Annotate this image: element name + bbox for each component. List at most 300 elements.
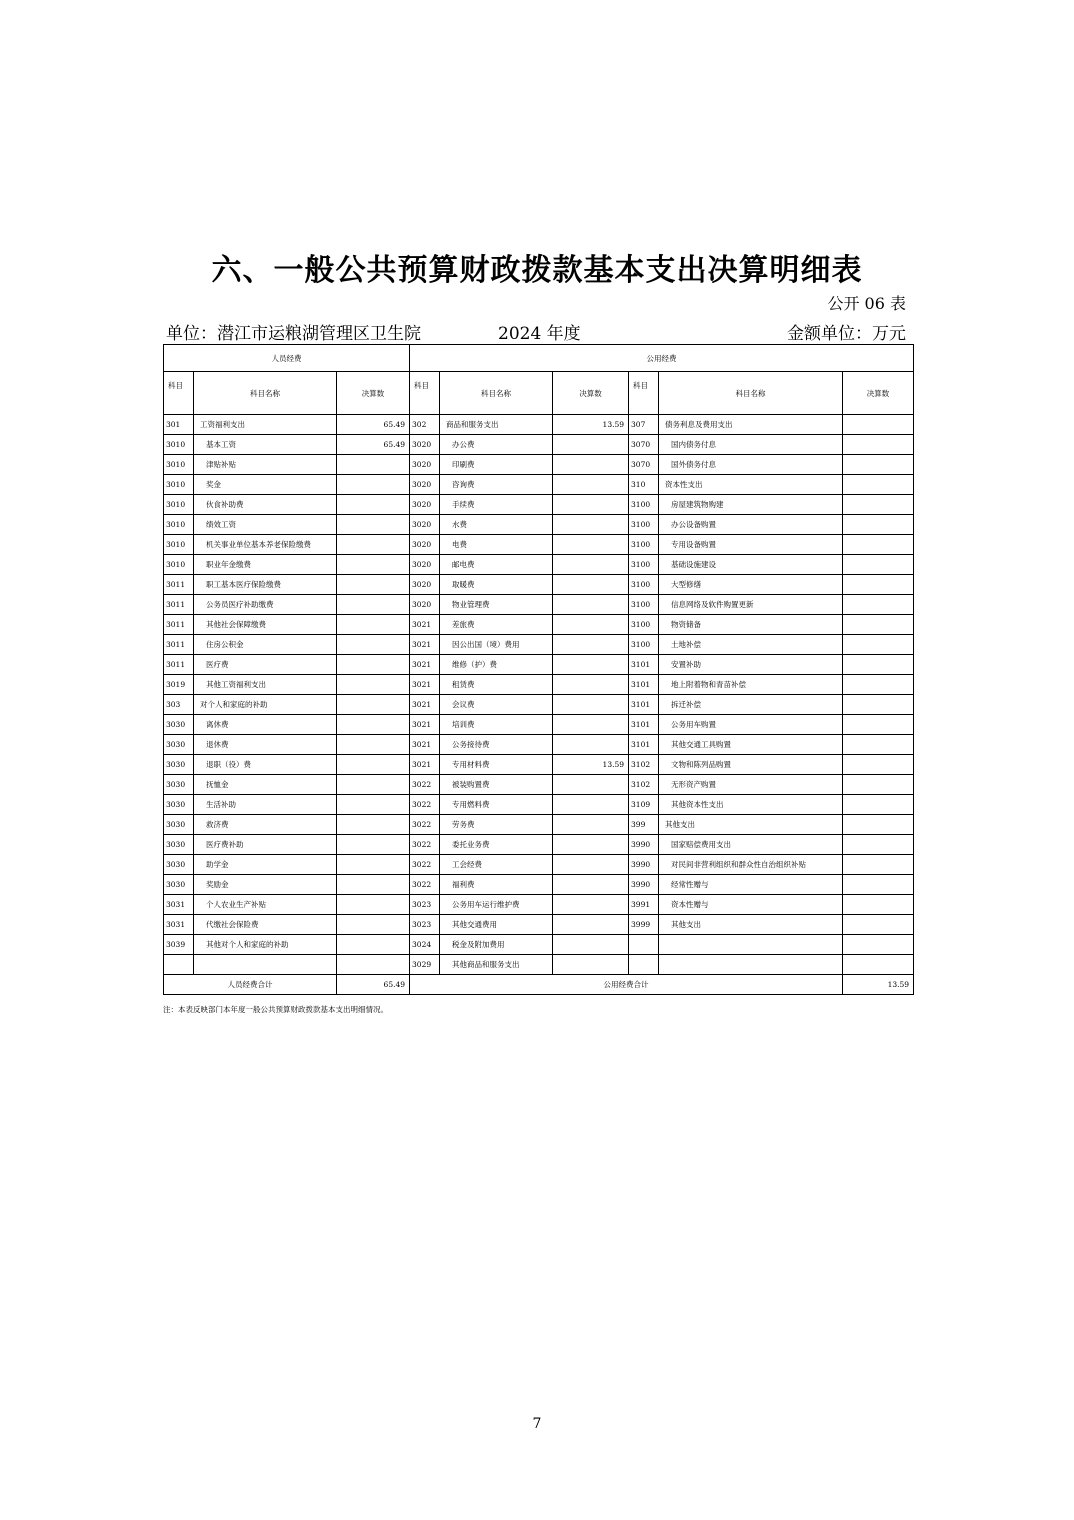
subject-name: 其他交通费用 (440, 915, 553, 935)
subject-name: 债务利息及费用支出 (659, 415, 843, 435)
amount-value (553, 675, 629, 695)
subject-code: 301 (164, 415, 194, 435)
subject-name: 资本性赠与 (659, 895, 843, 915)
subject-code: 3021 (410, 655, 440, 675)
subject-code: 3022 (410, 795, 440, 815)
subject-name: 培训费 (440, 715, 553, 735)
subject-name: 电费 (440, 535, 553, 555)
amount-value (553, 455, 629, 475)
subject-code: 3011 (164, 595, 194, 615)
subject-code: 3101 (629, 695, 659, 715)
subject-name: 公务用车购置 (659, 715, 843, 735)
subject-code: 3100 (629, 515, 659, 535)
subject-code: 3021 (410, 755, 440, 775)
amount-value (553, 435, 629, 455)
table-row (164, 715, 914, 735)
subject-name: 公务员医疗补助缴费 (194, 595, 337, 615)
personnel-header: 人员经费 (164, 345, 410, 372)
subject-code: 3021 (410, 675, 440, 695)
table-row (164, 815, 914, 835)
amount-value (337, 935, 410, 955)
subject-code: 3030 (164, 775, 194, 795)
subject-name: 津贴补贴 (194, 455, 337, 475)
amount-value (843, 455, 914, 475)
page-title: 六、一般公共预算财政拨款基本支出决算明细表 (211, 253, 863, 288)
amount-value (553, 535, 629, 555)
table-row (164, 515, 914, 535)
amount-value (553, 555, 629, 575)
amount-value (843, 535, 914, 555)
amount-value (553, 475, 629, 495)
amount-value (553, 695, 629, 715)
subject-name: 无形资产购置 (659, 775, 843, 795)
subject-name: 专用燃料费 (440, 795, 553, 815)
amount-value (337, 775, 410, 795)
amount-value (553, 915, 629, 935)
name-header: 科目名称 (659, 372, 843, 415)
amount-value (337, 915, 410, 935)
subject-name: 伙食补助费 (194, 495, 337, 515)
amount-value (553, 855, 629, 875)
amount-value (843, 755, 914, 775)
subject-code: 3990 (629, 875, 659, 895)
amount-value (337, 555, 410, 575)
table-row (164, 735, 914, 755)
amount-value (337, 715, 410, 735)
subject-name: 基础设施建设 (659, 555, 843, 575)
amount-value (337, 675, 410, 695)
subject-name: 其他支出 (659, 815, 843, 835)
personnel-total-value: 65.49 (337, 975, 410, 995)
subject-name: 专用材料费 (440, 755, 553, 775)
page-number: 7 (532, 1416, 542, 1432)
amount-value (337, 735, 410, 755)
subject-code: 3010 (164, 475, 194, 495)
amount-value (843, 795, 914, 815)
subject-code (629, 955, 659, 975)
amount-value (843, 615, 914, 635)
amount-value (553, 735, 629, 755)
subject-name: 会议费 (440, 695, 553, 715)
amount-value (843, 895, 914, 915)
subject-code: 3031 (164, 915, 194, 935)
amount-value (337, 455, 410, 475)
table-row (164, 915, 914, 935)
subject-code: 3022 (410, 835, 440, 855)
subject-code: 3024 (410, 935, 440, 955)
table-row (164, 655, 914, 675)
subject-name: 资本性支出 (659, 475, 843, 495)
subject-code: 3010 (164, 495, 194, 515)
subject-code: 3019 (164, 675, 194, 695)
subject-name: 其他交通工具购置 (659, 735, 843, 755)
subject-code: 3021 (410, 715, 440, 735)
subject-name: 福利费 (440, 875, 553, 895)
subject-name: 离休费 (194, 715, 337, 735)
subject-name: 生活补助 (194, 795, 337, 815)
subject-code (629, 935, 659, 955)
table-row (164, 935, 914, 955)
amount-value (553, 935, 629, 955)
subject-name: 咨询费 (440, 475, 553, 495)
subject-code: 3010 (164, 455, 194, 475)
subject-name: 印刷费 (440, 455, 553, 475)
amount-value: 13.59 (553, 415, 629, 435)
subject-name (194, 955, 337, 975)
subject-code: 3020 (410, 475, 440, 495)
subject-code: 3010 (164, 435, 194, 455)
subject-code: 3011 (164, 655, 194, 675)
subject-code: 3020 (410, 535, 440, 555)
amount-value (843, 415, 914, 435)
subject-code: 3029 (410, 955, 440, 975)
subject-name: 医疗费 (194, 655, 337, 675)
subject-code: 3020 (410, 555, 440, 575)
subject-name: 差旅费 (440, 615, 553, 635)
amount-value (553, 495, 629, 515)
amount-value (843, 815, 914, 835)
subject-code: 3011 (164, 575, 194, 595)
subject-code (164, 955, 194, 975)
subject-code: 3011 (164, 615, 194, 635)
subject-code: 3101 (629, 735, 659, 755)
subject-name: 物资储备 (659, 615, 843, 635)
subject-name: 公务用车运行维护费 (440, 895, 553, 915)
subject-name: 劳务费 (440, 815, 553, 835)
subject-name: 机关事业单位基本养老保险缴费 (194, 535, 337, 555)
amount-value (553, 635, 629, 655)
subject-name: 被装购置费 (440, 775, 553, 795)
unit-name: 单位：潜江市运粮湖管理区卫生院 (166, 324, 421, 344)
amount-value: 13.59 (553, 755, 629, 775)
subject-code: 3070 (629, 455, 659, 475)
table-row (164, 695, 914, 715)
amount-value (337, 955, 410, 975)
amount-value (337, 855, 410, 875)
subject-name (659, 935, 843, 955)
public-total-label: 公用经费合计 (410, 975, 843, 995)
subject-code: 307 (629, 415, 659, 435)
subject-name: 其他工资福利支出 (194, 675, 337, 695)
amount-value (843, 915, 914, 935)
subject-name: 其他支出 (659, 915, 843, 935)
subject-name: 其他商品和服务支出 (440, 955, 553, 975)
amount-value (553, 895, 629, 915)
subject-code: 3010 (164, 555, 194, 575)
subject-name: 助学金 (194, 855, 337, 875)
subject-code: 3020 (410, 455, 440, 475)
subject-name: 办公设备购置 (659, 515, 843, 535)
amount-value (337, 795, 410, 815)
subject-code: 3020 (410, 435, 440, 455)
amount-value (843, 715, 914, 735)
table-row (164, 475, 914, 495)
amount-value (843, 855, 914, 875)
subject-name: 退休费 (194, 735, 337, 755)
name-header: 科目名称 (440, 372, 553, 415)
subject-name: 代缴社会保险费 (194, 915, 337, 935)
code-header: 科目 (410, 372, 440, 415)
fiscal-year: 2024 年度 (498, 324, 581, 344)
subject-name: 职业年金缴费 (194, 555, 337, 575)
amount-value (843, 955, 914, 975)
amount-header: 决算数 (337, 372, 410, 415)
subject-code: 3100 (629, 595, 659, 615)
amount-value (337, 755, 410, 775)
amount-value (843, 835, 914, 855)
amount-value: 65.49 (337, 435, 410, 455)
amount-value: 65.49 (337, 415, 410, 435)
table-row (164, 775, 914, 795)
subject-code: 3030 (164, 795, 194, 815)
amount-value (337, 815, 410, 835)
subject-code: 3021 (410, 735, 440, 755)
subject-code: 3101 (629, 675, 659, 695)
amount-value (553, 775, 629, 795)
amount-value (553, 655, 629, 675)
amount-value (553, 595, 629, 615)
subject-code: 3030 (164, 715, 194, 735)
subject-code: 3991 (629, 895, 659, 915)
subject-code: 302 (410, 415, 440, 435)
subject-name: 因公出国（境）费用 (440, 635, 553, 655)
subject-code: 3999 (629, 915, 659, 935)
subject-code: 3020 (410, 495, 440, 515)
subject-code: 3010 (164, 515, 194, 535)
amount-value (843, 595, 914, 615)
subject-name: 对个人和家庭的补助 (194, 695, 337, 715)
amount-header: 决算数 (843, 372, 914, 415)
amount-value (337, 515, 410, 535)
subject-code: 3030 (164, 815, 194, 835)
subject-name: 商品和服务支出 (440, 415, 553, 435)
amount-value (337, 635, 410, 655)
table-row (164, 855, 914, 875)
code-header: 科目 (164, 372, 194, 415)
subject-name: 住房公积金 (194, 635, 337, 655)
table-row (164, 535, 914, 555)
table-code: 公开 06 表 (827, 294, 906, 313)
subject-code: 3990 (629, 835, 659, 855)
amount-value (843, 735, 914, 755)
table-row (164, 835, 914, 855)
subject-name: 抚恤金 (194, 775, 337, 795)
subject-name: 税金及附加费用 (440, 935, 553, 955)
subject-code: 3030 (164, 755, 194, 775)
subject-code: 303 (164, 695, 194, 715)
subject-code: 3022 (410, 875, 440, 895)
amount-value (337, 655, 410, 675)
subject-code: 399 (629, 815, 659, 835)
subject-code: 3100 (629, 555, 659, 575)
subject-code: 3102 (629, 755, 659, 775)
public-header: 公用经费 (410, 345, 914, 372)
subject-name: 信息网络及软件购置更新 (659, 595, 843, 615)
table-row (164, 575, 914, 595)
subject-name (659, 955, 843, 975)
money-unit: 金额单位：万元 (787, 324, 906, 344)
subject-code: 3100 (629, 535, 659, 555)
subject-name: 文物和陈列品购置 (659, 755, 843, 775)
subject-code: 3030 (164, 855, 194, 875)
subject-name: 奖金 (194, 475, 337, 495)
amount-value (553, 715, 629, 735)
table-row (164, 595, 914, 615)
subject-name: 国内债务付息 (659, 435, 843, 455)
subject-code: 3020 (410, 595, 440, 615)
amount-value (843, 495, 914, 515)
subject-code: 3020 (410, 515, 440, 535)
subject-name: 手续费 (440, 495, 553, 515)
amount-value (337, 695, 410, 715)
subject-name: 国家赔偿费用支出 (659, 835, 843, 855)
subject-code: 3020 (410, 575, 440, 595)
subject-name: 租赁费 (440, 675, 553, 695)
amount-value (843, 655, 914, 675)
expenditure-table (163, 344, 914, 995)
subject-code: 3109 (629, 795, 659, 815)
subject-code: 3030 (164, 735, 194, 755)
table-row (164, 555, 914, 575)
subject-name: 对民间非营利组织和群众性自治组织补贴 (659, 855, 843, 875)
subject-code: 3100 (629, 635, 659, 655)
table-row (164, 795, 914, 815)
subject-code: 3990 (629, 855, 659, 875)
subject-name: 地上附着物和青苗补偿 (659, 675, 843, 695)
name-header: 科目名称 (194, 372, 337, 415)
personnel-total-label: 人员经费合计 (164, 975, 337, 995)
amount-value (843, 775, 914, 795)
subject-name: 职工基本医疗保险缴费 (194, 575, 337, 595)
subject-code: 3102 (629, 775, 659, 795)
amount-value (553, 575, 629, 595)
subject-name: 委托业务费 (440, 835, 553, 855)
subject-code: 3022 (410, 775, 440, 795)
public-total-value: 13.59 (843, 975, 914, 995)
amount-value (337, 575, 410, 595)
amount-header: 决算数 (553, 372, 629, 415)
subject-name: 工会经费 (440, 855, 553, 875)
subject-name: 医疗费补助 (194, 835, 337, 855)
amount-value (553, 515, 629, 535)
subject-name: 个人农业生产补贴 (194, 895, 337, 915)
table-row (164, 755, 914, 775)
subject-name: 邮电费 (440, 555, 553, 575)
amount-value (843, 935, 914, 955)
subject-name: 基本工资 (194, 435, 337, 455)
subject-code: 3100 (629, 575, 659, 595)
subject-name: 其他对个人和家庭的补助 (194, 935, 337, 955)
subject-code: 3101 (629, 655, 659, 675)
amount-value (337, 495, 410, 515)
unit-line (166, 319, 906, 344)
table-row (164, 455, 914, 475)
table-row (164, 895, 914, 915)
subject-name: 专用设备购置 (659, 535, 843, 555)
subject-name: 房屋建筑物购建 (659, 495, 843, 515)
subject-name: 水费 (440, 515, 553, 535)
subject-code: 3031 (164, 895, 194, 915)
subject-code: 3039 (164, 935, 194, 955)
subject-code: 3100 (629, 615, 659, 635)
subject-code: 3030 (164, 835, 194, 855)
amount-value (337, 875, 410, 895)
amount-value (843, 675, 914, 695)
subject-code: 3023 (410, 895, 440, 915)
code-header: 科目 (629, 372, 659, 415)
subject-name: 奖励金 (194, 875, 337, 895)
subject-name: 退职（役）费 (194, 755, 337, 775)
table-row (164, 875, 914, 895)
subject-name: 大型修缮 (659, 575, 843, 595)
amount-value (843, 635, 914, 655)
subject-name: 取暖费 (440, 575, 553, 595)
table-row (164, 635, 914, 655)
subject-name: 公务接待费 (440, 735, 553, 755)
subject-name: 其他社会保障缴费 (194, 615, 337, 635)
subject-code: 3021 (410, 635, 440, 655)
amount-value (843, 875, 914, 895)
subject-code: 3021 (410, 695, 440, 715)
table-row (164, 615, 914, 635)
subject-code: 3023 (410, 915, 440, 935)
subject-name: 物业管理费 (440, 595, 553, 615)
amount-value (553, 875, 629, 895)
amount-value (553, 955, 629, 975)
amount-value (553, 815, 629, 835)
subject-code: 310 (629, 475, 659, 495)
amount-value (337, 835, 410, 855)
table-row (164, 435, 914, 455)
amount-value (843, 435, 914, 455)
subject-name: 国外债务付息 (659, 455, 843, 475)
subject-code: 3022 (410, 855, 440, 875)
table-row (164, 415, 914, 435)
subject-code: 3010 (164, 535, 194, 555)
amount-value (337, 535, 410, 555)
subject-name: 经常性赠与 (659, 875, 843, 895)
subject-name: 工资福利支出 (194, 415, 337, 435)
table-row (164, 955, 914, 975)
amount-value (337, 895, 410, 915)
subject-name: 办公费 (440, 435, 553, 455)
amount-value (843, 695, 914, 715)
subject-code: 3011 (164, 635, 194, 655)
amount-value (843, 575, 914, 595)
subject-code: 3022 (410, 815, 440, 835)
subject-code: 3070 (629, 435, 659, 455)
amount-value (337, 595, 410, 615)
amount-value (337, 615, 410, 635)
amount-value (843, 475, 914, 495)
subject-code: 3030 (164, 875, 194, 895)
amount-value (553, 615, 629, 635)
subject-name: 绩效工资 (194, 515, 337, 535)
subject-name: 安置补助 (659, 655, 843, 675)
amount-value (553, 835, 629, 855)
subject-name: 其他资本性支出 (659, 795, 843, 815)
amount-value (843, 515, 914, 535)
table-note: 注：本表反映部门本年度一般公共预算财政拨款基本支出明细情况。 (163, 1005, 388, 1014)
amount-value (843, 555, 914, 575)
subject-name: 拆迁补偿 (659, 695, 843, 715)
amount-value (553, 795, 629, 815)
subject-name: 救济费 (194, 815, 337, 835)
table-row (164, 495, 914, 515)
table-row (164, 675, 914, 695)
amount-value (337, 475, 410, 495)
subject-name: 维修（护）费 (440, 655, 553, 675)
